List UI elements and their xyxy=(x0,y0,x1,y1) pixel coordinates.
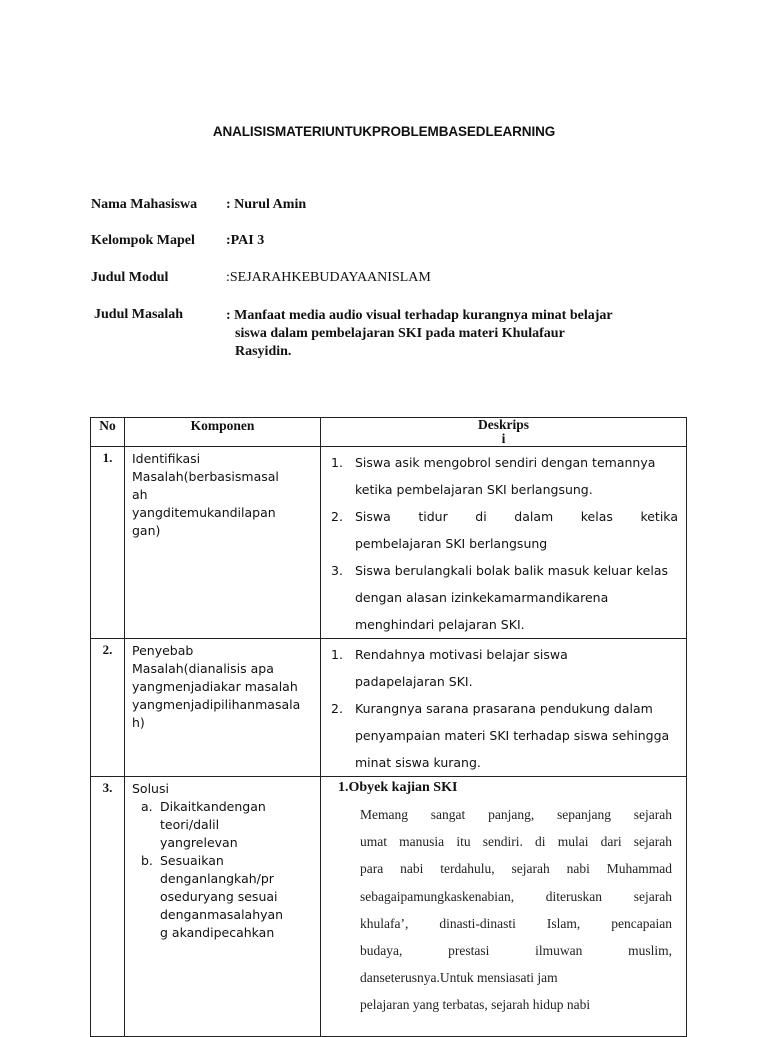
deskripsi-list xyxy=(331,641,678,776)
row-deskripsi xyxy=(321,447,687,639)
list-number: 2. xyxy=(331,509,343,524)
list-line: Rendahnya motivasi belajar siswa xyxy=(355,647,568,662)
list-item xyxy=(132,798,316,852)
komponen-line: Masalah(berbasismasal xyxy=(132,469,279,484)
list-line: penyampaian materi SKI terhadap siswa sehingga xyxy=(355,728,670,743)
row-number: 1. xyxy=(91,447,125,639)
paragraph-line: Memang sangat panjang, sepanjang sejarah xyxy=(360,807,672,822)
obyek-title: 1.Obyek kajian SKI xyxy=(338,780,458,795)
list-line: yangrelevan xyxy=(160,835,238,850)
list-item xyxy=(331,449,678,503)
list-line: oseduryang sesuai xyxy=(160,889,278,904)
deskripsi-list xyxy=(331,449,678,638)
meta-kelompok-value: :PAI 3 xyxy=(226,233,265,248)
paragraph-line: budaya, prestasi ilmuwan muslim, xyxy=(360,943,672,959)
list-line: dengan alasan izinkekamarmandikarena xyxy=(355,590,609,605)
meta-masalah-label: Judul Masalah xyxy=(94,307,184,322)
komponen-line: yangmenjadipilihanmasala xyxy=(132,697,301,712)
list-line: Dikaitkandengan xyxy=(160,799,266,814)
paragraph-line: danseterusnya.Untuk mensiasati jam xyxy=(360,970,558,986)
header-deskripsi-part2: i xyxy=(501,431,506,446)
obyek-paragraph xyxy=(329,801,674,1019)
header-no: No xyxy=(91,418,125,447)
komponen-line: Identifikasi xyxy=(132,451,201,466)
row-number: 3. xyxy=(91,777,125,1037)
meta-kelompok-label: Kelompok Mapel xyxy=(91,233,195,248)
paragraph-line: para nabi terdahulu, sejarah nabi Muhammad xyxy=(360,861,672,877)
paragraph-line: pelajaran yang terbatas, sejarah hidup nabi xyxy=(360,997,591,1013)
row-komponen xyxy=(125,639,321,777)
header-deskripsi xyxy=(321,418,687,447)
list-line: minat siswa kurang. xyxy=(355,755,481,770)
masalah-line: Rasyidin. xyxy=(235,344,292,359)
row-number: 2. xyxy=(91,639,125,777)
list-line: denganmasalahyan xyxy=(160,907,284,922)
list-line: Kurangnya sarana prasarana pendukung dalam xyxy=(355,701,653,716)
list-line: Siswa berulangkali bolak balik masuk keluar kelas xyxy=(355,563,668,578)
list-item xyxy=(331,557,678,638)
list-item xyxy=(331,695,678,776)
table-row xyxy=(91,639,687,777)
list-line: menghindari pelajaran SKI. xyxy=(355,617,525,632)
list-line: teori/dalil xyxy=(160,817,220,832)
list-letter: a. xyxy=(141,799,153,814)
komponen-line: h) xyxy=(132,715,145,730)
analysis-table xyxy=(90,417,687,1037)
table-row xyxy=(91,447,687,639)
list-number: 3. xyxy=(331,563,343,578)
list-number: 1. xyxy=(331,647,343,662)
masalah-line: siswa dalam pembelajaran SKI pada materi Khulafaur xyxy=(235,326,565,341)
row-deskripsi xyxy=(321,777,687,1037)
list-item xyxy=(132,852,316,942)
komponen-line: gan) xyxy=(132,523,161,538)
row-deskripsi xyxy=(321,639,687,777)
list-line: padapelajaran SKI. xyxy=(355,674,473,689)
paragraph-line: sebagaipamungkaskenabian, diteruskan sejarah xyxy=(360,888,672,904)
list-item xyxy=(331,641,678,695)
list-line: pembelajaran SKI berlangsung xyxy=(355,536,548,551)
komponen-line: yangmenjadiakar masalah xyxy=(132,679,298,694)
meta-masalah-value xyxy=(226,307,613,361)
masalah-line: : Manfaat media audio visual terhadap kurangnya minat belajar xyxy=(226,308,613,323)
list-line: Siswa tidur di dalam kelas ketika xyxy=(355,509,678,524)
solusi-list xyxy=(132,798,316,942)
meta-modul-label: Judul Modul xyxy=(91,270,169,285)
row-komponen xyxy=(125,777,321,1037)
komponen-line: ah xyxy=(132,487,148,502)
list-number: 1. xyxy=(331,455,343,470)
list-line: Siswa asik mengobrol sendiri dengan temannya xyxy=(355,455,656,470)
document-title: ANALISISMATERIUNTUKPROBLEMBASEDLEARNING xyxy=(212,124,556,139)
list-line: g akandipecahkan xyxy=(160,925,275,940)
meta-nama-value: : Nurul Amin xyxy=(226,197,307,212)
paragraph-line: khulafa’, dinasti-dinasti Islam, pencapaian xyxy=(360,915,672,931)
table-row xyxy=(91,777,687,1037)
list-line: ketika pembelajaran SKI berlangsung. xyxy=(355,482,593,497)
komponen-line: Penyebab xyxy=(132,643,194,658)
row-komponen xyxy=(125,447,321,639)
list-number: 2. xyxy=(331,701,343,716)
list-line: Sesuaikan xyxy=(160,853,224,868)
header-komponen: Komponen xyxy=(125,418,321,447)
meta-nama-label: Nama Mahasiswa xyxy=(91,197,198,212)
paragraph-line: umat manusia itu sendiri. di mulai dari sejarah xyxy=(360,834,672,850)
list-letter: b. xyxy=(141,853,153,868)
komponen-line: yangditemukandilapan xyxy=(132,505,276,520)
komponen-line: Masalah(dianalisis apa xyxy=(132,661,274,676)
list-line: denganlangkah/pr xyxy=(160,871,274,886)
list-item xyxy=(331,503,678,557)
komponen-title: Solusi xyxy=(132,781,169,796)
table-header-row xyxy=(91,418,687,447)
header-deskripsi-part1: Deskrips xyxy=(477,417,529,432)
meta-modul-value: :SEJARAHKEBUDAYAANISLAM xyxy=(226,270,431,285)
